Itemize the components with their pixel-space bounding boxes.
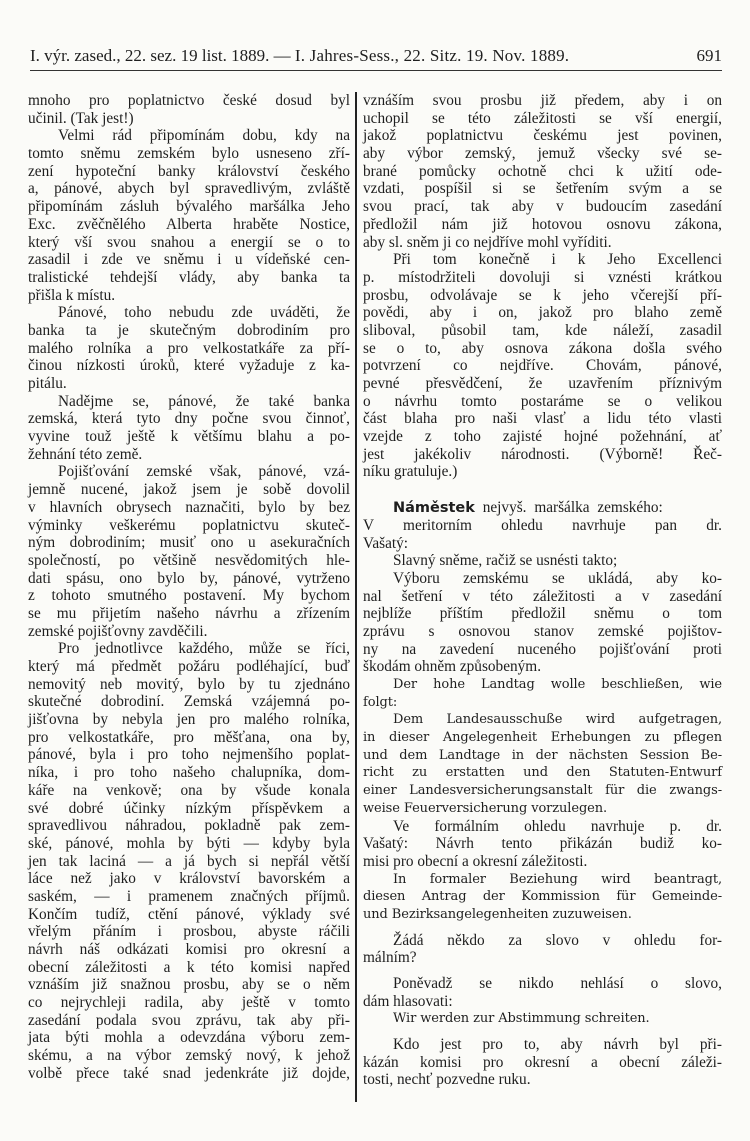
text-line: který vší svou snahou a energií se o to: [28, 233, 350, 251]
right-column: [363, 92, 722, 1089]
paragraph: [28, 92, 350, 127]
text-line: o návrhu tomto postaráme se o velikou: [363, 392, 722, 410]
text-line: Velmi rád připomínám dobu, kdy na: [58, 127, 350, 145]
paragraph: [363, 932, 722, 967]
text-line: Pro jednotlivce každého, může se říci,: [58, 640, 350, 658]
running-header: [30, 44, 722, 71]
text-line: přišla k místu.: [28, 286, 116, 304]
paragraph: [363, 1036, 722, 1089]
text-line: potvrzení co nejdříve. Chovám, pánové,: [363, 357, 722, 375]
text-line: Žádá někdo za slovo v ohledu for-: [393, 931, 722, 949]
text-line: jen tak laciná — a já bych si nepřál větší: [28, 852, 350, 870]
text-line: malého rolníka a pro velkostatkáře za pří-: [28, 339, 350, 357]
text-line: připomínám zásluh bývalého maršálka Jeho: [28, 198, 350, 216]
text-line: kázán komisi pro okresní a obecní záleži-: [363, 1053, 722, 1071]
text-line: In formaler Beziehung wird beantragt,: [393, 871, 722, 887]
speaker-paragraph: [363, 499, 722, 552]
paragraph: [363, 251, 722, 481]
text-line: Pojišťování zemské však, pánové, vzá-: [58, 463, 350, 481]
text-line: láce než jako v království bavorském a: [28, 870, 350, 888]
text-line: zemská, která tyto dny počne svou činnoť,: [28, 410, 350, 428]
text-line: vznáším svou prosbu již předem, aby i on: [363, 92, 722, 109]
text-line: zení hypoteční banky království českého: [28, 162, 350, 180]
text-line: vyvine touž ještě k většímu blahu a po-: [28, 428, 350, 446]
text-line: Dem Landesausschuße wird aufgetragen,: [393, 712, 722, 728]
text-line: společností, po většině nesvědomitých hle-: [28, 551, 350, 569]
header-dash: —: [273, 46, 291, 65]
text-line: banka ta je skutečným dobrodiním pro: [28, 321, 350, 339]
paragraph: [28, 393, 350, 464]
text-line: zprávu s osnovou stanov zemské pojištov-: [363, 622, 722, 640]
text-line: se o to, aby osnova zákona došla svého: [363, 339, 722, 357]
paragraph: [363, 1010, 722, 1028]
text-line: návrh náš odkázati komisi pro okresní a: [28, 941, 350, 958]
text-line: se mu přijetím našeho návrhu a zřízením: [28, 604, 350, 622]
text-line: Při tom konečně i k Jeho Excellenci: [393, 251, 722, 269]
text-line: nemovitý neb movitý, bylo by tu zjednáno: [28, 675, 350, 693]
text-line: Pánové, toho nebudu zde uváděti, že: [58, 304, 350, 322]
text-line: Exc. zvěčnělého Alberta hraběte Nostice,: [28, 215, 350, 233]
paragraph: [363, 711, 722, 817]
text-line: nal šetření v této záležitosti a v zasedání: [363, 587, 722, 605]
text-line: Ve formálním ohledu navrhuje p. dr.: [393, 817, 722, 835]
text-line: und Bezirksangelegenheiten zuzuweisen.: [363, 906, 632, 922]
speaker-line-text: nejvyš. maršálka zemského:: [482, 499, 663, 517]
text-line: vřelým přáním i prosbou, abyste ráčili: [28, 923, 350, 941]
text-line: skému, a na výbor zemský nový, k jehož: [28, 1047, 350, 1065]
paragraph: [28, 127, 350, 304]
text-line: zemské pojišťovny zavděčili.: [28, 622, 208, 640]
text-line: prosbu, odvolávaje se k jeho včerejší pří-: [363, 286, 722, 304]
text-line: Der hohe Landtag wolle beschließen, wie: [393, 677, 722, 692]
text-line: Wir werden zur Abstimmung schreiten.: [393, 1011, 650, 1027]
text-line: jata býti mohla a odevzdána výboru zem-: [28, 1029, 350, 1047]
text-line: káře na venkově; ona by všude konala: [28, 781, 350, 799]
text-line: žehnání této země.: [28, 445, 143, 463]
text-line: vznáším již snažnou prosbu, aby se o něm: [28, 976, 350, 994]
text-line: níku gratuluje.): [363, 463, 458, 481]
paragraph: [363, 570, 722, 676]
text-line: p. místodržiteli dovoluji si vznésti krátkou: [363, 268, 722, 286]
paragraph: [28, 304, 350, 392]
text-line: dám hlasovati:: [363, 992, 453, 1010]
paragraph: [28, 640, 350, 1082]
text-line: učinil. (Tak jest!): [28, 109, 134, 127]
text-line: Končím tudíž, ctění pánové, výklady své: [28, 905, 350, 923]
text-line: sliboval, působil tam, kde náleží, zasadil: [363, 321, 722, 339]
text-line: skutečné dobrodiní. Zemská vzájemná po-: [28, 693, 350, 711]
paragraph: [363, 871, 722, 924]
text-line: zasadil i zde ve sněmu i u vídeňské cen-: [28, 251, 350, 269]
text-line: Vašatý: Návrh tento přikázán budiž ko-: [363, 835, 722, 853]
text-line: tosti, nechť pozvedne ruku.: [363, 1071, 531, 1089]
text-line: zasedání podala svou zprávu, tak aby při-: [28, 1011, 350, 1029]
text-line: část blaha pro naši vlasť a lidu této vlasti: [363, 410, 722, 428]
text-line: aby sl. sněm ji co nejdříve mohl vyříditi.: [363, 233, 612, 251]
text-line: tralistické tehdejší vlády, aby banka ta: [28, 268, 350, 286]
text-line: který má předmět požáru podléhající, buď: [28, 658, 350, 675]
paragraph: [363, 676, 722, 711]
text-line: Výboru zemskému se ukládá, aby ko-: [393, 569, 722, 587]
text-line: uchopil se této záležitosti se vší energií,: [363, 109, 722, 127]
text-line: richt zu erstatten und den Statuten-Entwurf: [363, 765, 722, 781]
column-divider: [355, 92, 357, 1102]
text-line: pro velkostatkáře, pro měšťana, ona by,: [28, 728, 350, 746]
header-czech: [30, 44, 569, 70]
text-line: V meritorním ohledu navrhuje pan dr.: [363, 516, 722, 534]
text-line: své dobré účinky nízkým příspěvkem a: [28, 799, 350, 817]
text-line: diesen Antrag der Kommission für Gemeinde-: [363, 889, 722, 905]
text-line: výminky veškerému poplatnictvu skuteč-: [28, 516, 350, 534]
header-czech-session: I. výr. zased., 22. sez. 19 list. 1889.: [30, 46, 270, 65]
header-german-session: I. Jahres-Sess., 22. Sitz. 19. Nov. 1889.: [294, 46, 570, 65]
text-line: svou prací, tak aby v budoucím zasedání: [363, 198, 722, 216]
text-line: a, pánové, abych byl spravedlivým, zvláště: [28, 180, 350, 198]
text-line: činou nízkosti úroků, které vyžaduje z ka-: [28, 357, 350, 375]
text-line: škodám ohněm způsobeným.: [363, 658, 542, 676]
text-line: povědi, aby i on, jakož pro blaho země: [363, 304, 722, 322]
speaker-name: Náměstek: [393, 500, 475, 517]
text-line: saském, — i pramenem značných příjmů.: [28, 887, 350, 905]
text-line: jakož poplatnictvu českému jest povinen,: [363, 127, 722, 145]
text-line: tomto sněmu zemském bylo usneseno zří-: [28, 145, 350, 163]
text-line: aby výbor zemský, jemuž všecky své se-: [363, 145, 722, 163]
text-line: Nadějme se, pánové, že také banka: [58, 392, 350, 410]
text-line: ny na zavedení nuceného pojišťování proti: [363, 640, 722, 658]
text-line: volbě přece také snad jedenkráte již dojde,: [28, 1064, 350, 1082]
text-line: pevné přesvědčení, že uzavřením příznivým: [363, 375, 722, 392]
paragraph: [28, 463, 350, 640]
text-line: z tohoto smutného postavení. My bychom: [28, 587, 350, 605]
text-line: in dieser Angelegenheit Erhebungen zu pflegen: [363, 730, 722, 746]
text-line: co nejrychleji radila, aby ještě v tomto: [28, 994, 350, 1012]
paragraph: [363, 92, 722, 251]
text-line: obecní záležitosti a k této komisi napřed: [28, 958, 350, 976]
text-line: dati spásu, ono bylo by, pánové, vytrženo: [28, 569, 350, 587]
text-line: v hlavních obrysech naznačiti, bylo by bez: [28, 498, 350, 516]
text-line: pánové, byla i pro toho nejmenšího poplat-: [28, 746, 350, 764]
text-line: und dem Landtage in der nächsten Session Be-: [363, 747, 722, 763]
paragraph: [363, 552, 722, 570]
page-number: 691: [696, 46, 722, 65]
text-line: vzdati, pospíšil si se šetřením svým a se: [363, 180, 722, 198]
text-line: jest jakékoliv národnosti. (Výborně! Řeč-: [363, 445, 722, 463]
text-line: Poněvadž se nikdo nehlásí o slovo,: [393, 975, 722, 992]
text-line: Kdo jest pro to, aby návrh byl při-: [393, 1036, 722, 1054]
text-line: předložil nám již hotovou osnovu zákona,: [363, 215, 722, 233]
text-line: níka, i pro toho našeho chalupníka, dom-: [28, 764, 350, 782]
text-line: weise Feuerversicherung vorzulegen.: [363, 800, 608, 816]
text-line: misi pro obecní a okresní záležitosti.: [363, 852, 588, 870]
text-line: [363, 499, 722, 517]
text-line: ným dobrodiním; musiť ono u asekuračních: [28, 534, 350, 552]
text-line: einer Landesversicherungsanstalt für die zwangs-: [363, 783, 722, 799]
text-line: vzejde z toho zajisté hojné požehnání, ať: [363, 428, 722, 446]
text-line: Slavný sněme, račiž se usnésti takto;: [393, 552, 618, 570]
text-line: jemně nucené, jakož jsem je sobě dovolil: [28, 481, 350, 499]
text-line: Vašatý:: [363, 534, 409, 552]
text-line: brané pomůcky ochotně chci k užití ode-: [363, 162, 722, 180]
paragraph: [363, 975, 722, 1010]
text-line: mnoho pro poplatnictvo české dosud byl: [28, 92, 350, 109]
text-line: málním?: [363, 949, 417, 967]
text-line: nejblíže příštím předložil sněmu o tom: [363, 605, 722, 623]
paragraph: [363, 818, 722, 871]
text-line: pitálu.: [28, 375, 67, 392]
text-line: folgt:: [363, 694, 398, 710]
left-column: [28, 92, 350, 1083]
text-line: jišťovna by nebyla jen pro malého rolníka,: [28, 711, 350, 729]
text-line: ské, pánové, mohla by býti — kdyby byla: [28, 834, 350, 852]
text-line: spravedlivou náhradou, pokladně pak zem-: [28, 817, 350, 835]
